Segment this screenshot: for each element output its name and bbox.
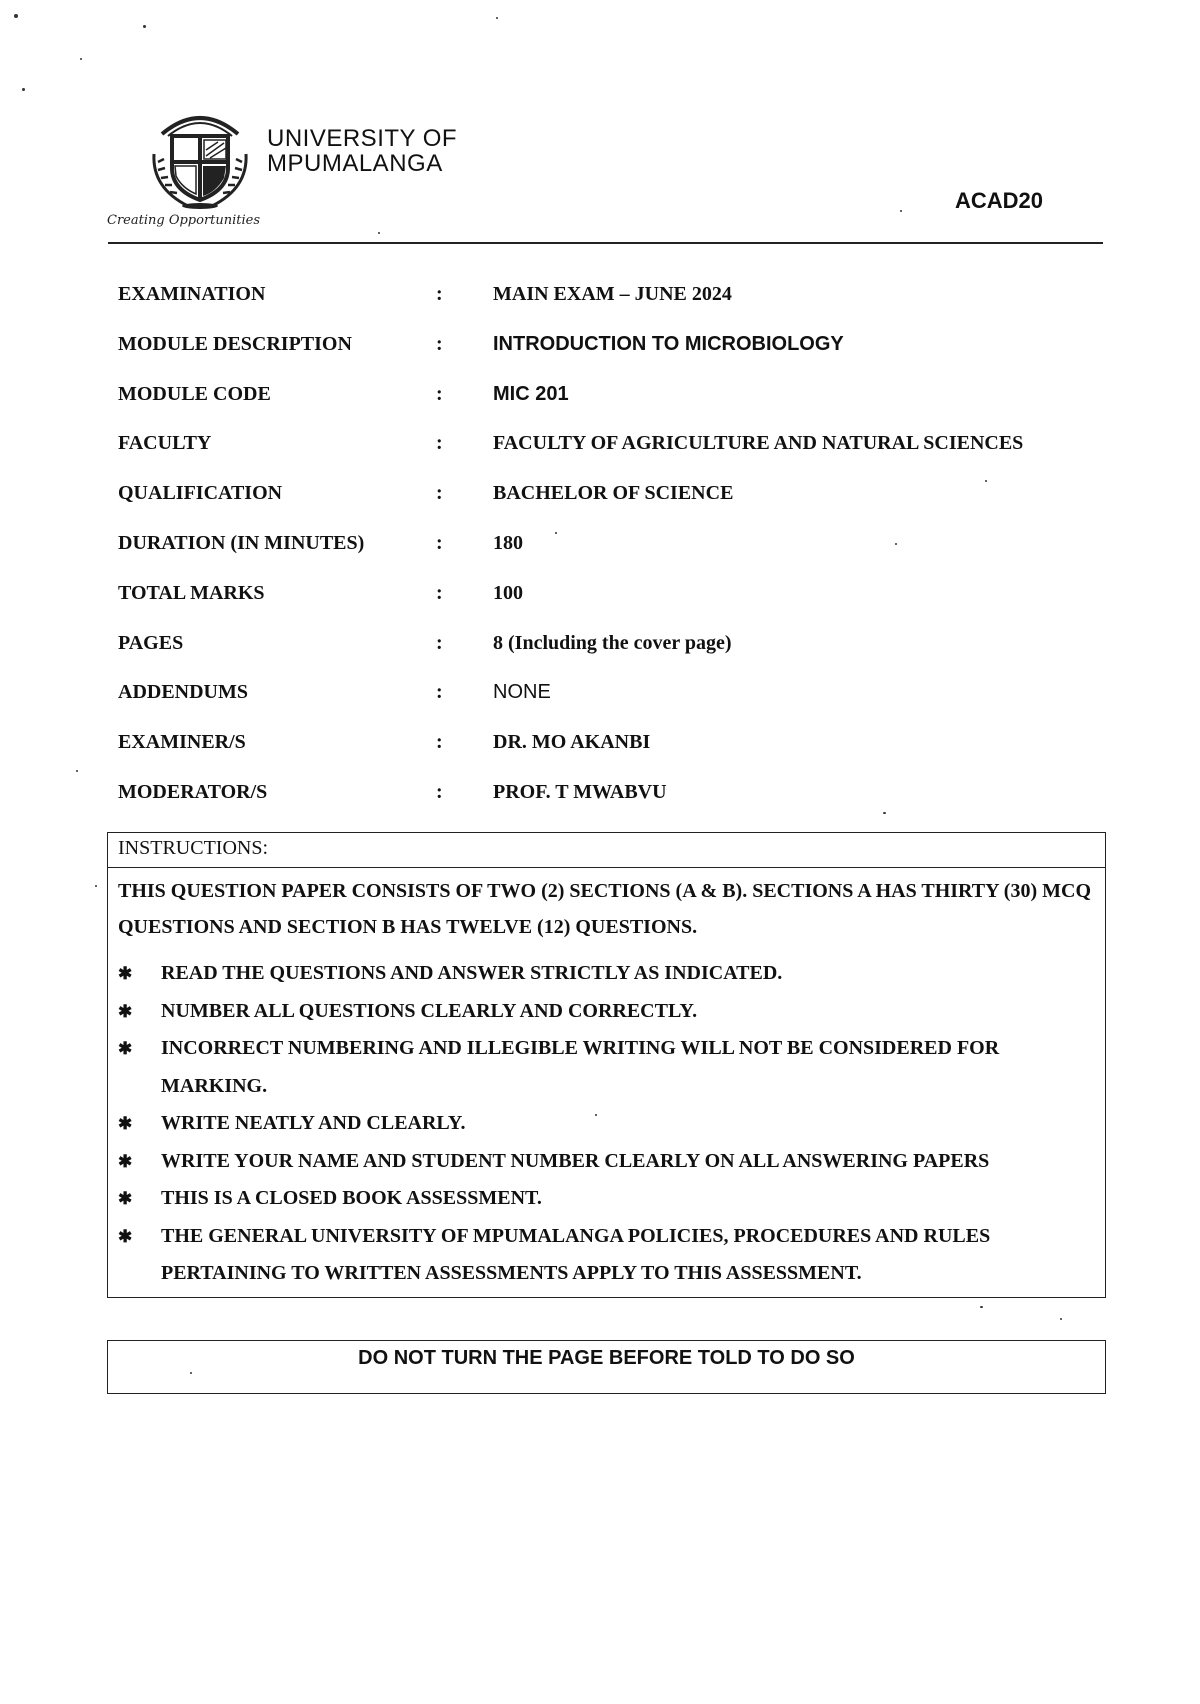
instruction-item: [118, 1030, 1098, 1105]
instruction-text: WRITE YOUR NAME AND STUDENT NUMBER CLEARLY ON ALL ANSWERING PAPERS: [161, 1149, 990, 1172]
instruction-text: INCORRECT NUMBERING AND ILLEGIBLE WRITING WILL NOT BE CONSIDERED FOR MARKING.: [161, 1037, 1000, 1097]
detail-row-moderators: [118, 781, 1108, 831]
detail-row-total-marks: [118, 582, 1108, 632]
instruction-text: THE GENERAL UNIVERSITY OF MPUMALANGA POLICIES, PROCEDURES AND RULES PERTAINING TO WRITTEN ASSESSMENTS APPLY TO THIS ASSESSMENT.: [161, 1224, 991, 1284]
instruction-text: THIS IS A CLOSED BOOK ASSESSMENT.: [161, 1187, 542, 1209]
detail-colon: :: [436, 631, 443, 654]
university-tagline: Creating Opportunities: [107, 213, 261, 228]
instruction-item: [118, 993, 1098, 1031]
detail-label: ADDENDUMS: [118, 681, 248, 704]
scan-speck: [378, 232, 380, 234]
detail-label: MODERATOR/S: [118, 780, 268, 803]
detail-label: PAGES: [118, 631, 184, 654]
detail-colon: :: [436, 581, 443, 604]
instructions-list: [118, 955, 1098, 1293]
detail-label: MODULE DESCRIPTION: [118, 332, 352, 355]
scan-speck: [980, 1306, 983, 1308]
detail-value: NONE: [493, 681, 551, 704]
do-not-turn-notice: DO NOT TURN THE PAGE BEFORE TOLD TO DO SO: [358, 1347, 855, 1369]
scan-speck: [22, 88, 25, 91]
instruction-item: [118, 1105, 1098, 1143]
instruction-item: [118, 1218, 1098, 1293]
asterisk-bullet-icon: ✱: [118, 1226, 133, 1246]
scan-speck: [895, 543, 897, 545]
detail-colon: :: [436, 731, 443, 754]
detail-label: DURATION (IN MINUTES): [118, 531, 365, 554]
university-name-line2: MPUMALANGA: [267, 150, 443, 177]
detail-row-module-code: [118, 383, 1108, 433]
detail-row-module-description: [118, 333, 1108, 383]
detail-value: PROF. T MWABVU: [493, 780, 667, 803]
scan-speck: [14, 14, 18, 18]
scan-speck: [555, 532, 557, 534]
asterisk-bullet-icon: ✱: [118, 1114, 133, 1133]
asterisk-bullet-icon: ✱: [118, 1189, 133, 1208]
instruction-text: NUMBER ALL QUESTIONS CLEARLY AND CORRECTLY.: [161, 999, 698, 1022]
detail-colon: :: [436, 482, 443, 505]
scan-speck: [985, 480, 987, 482]
instruction-item: [118, 1180, 1098, 1218]
detail-value: DR. MO AKANBI: [493, 731, 651, 754]
detail-row-addendums: [118, 681, 1108, 731]
exam-details-table: [118, 283, 1108, 831]
detail-colon: :: [436, 681, 443, 704]
document-code: ACAD20: [955, 188, 1044, 213]
detail-label: EXAMINER/S: [118, 731, 246, 754]
scan-speck: [76, 770, 78, 772]
detail-row-pages: [118, 632, 1108, 682]
notice-box: [107, 1340, 1106, 1394]
detail-row-examination: [118, 283, 1108, 333]
header-divider: [108, 242, 1103, 244]
detail-label: EXAMINATION: [118, 283, 266, 305]
asterisk-bullet-icon: ✱: [118, 964, 133, 983]
scan-speck: [143, 25, 146, 28]
scan-speck: [496, 17, 498, 19]
detail-value: BACHELOR OF SCIENCE: [493, 482, 734, 505]
instruction-text: READ THE QUESTIONS AND ANSWER STRICTLY AS INDICATED.: [161, 962, 783, 984]
detail-value: FACULTY OF AGRICULTURE AND NATURAL SCIENCES: [493, 432, 1024, 455]
detail-value: INTRODUCTION TO MICROBIOLOGY: [493, 332, 844, 355]
detail-row-qualification: [118, 482, 1108, 532]
scan-speck: [883, 812, 886, 814]
detail-value: 180: [493, 531, 523, 554]
detail-row-duration: [118, 532, 1108, 582]
detail-label: MODULE CODE: [118, 382, 271, 405]
scan-speck: [900, 210, 902, 212]
detail-label: FACULTY: [118, 432, 212, 455]
detail-colon: :: [436, 432, 443, 455]
university-crest-icon: [148, 106, 252, 210]
detail-value: MAIN EXAM – JUNE 2024: [493, 283, 732, 305]
detail-value: 8 (Including the cover page): [493, 631, 732, 654]
instruction-item: [118, 1143, 1098, 1181]
detail-row-faculty: [118, 432, 1108, 482]
detail-label: QUALIFICATION: [118, 482, 283, 505]
instructions-intro: THIS QUESTION PAPER CONSISTS OF TWO (2) SECTIONS (A & B). SECTIONS A HAS THIRTY (30) MCQ QUESTIONS AND SECTION B HAS TWELVE (12) QUESTIONS.: [118, 880, 1092, 938]
detail-colon: :: [436, 332, 443, 355]
instruction-item: [118, 955, 1098, 993]
scan-speck: [595, 1114, 597, 1116]
detail-colon: :: [436, 283, 443, 305]
asterisk-bullet-icon: ✱: [118, 1151, 133, 1171]
scan-speck: [95, 885, 97, 887]
scan-speck: [1060, 1318, 1062, 1320]
instructions-heading: INSTRUCTIONS:: [118, 837, 269, 859]
instructions-divider: [108, 867, 1105, 868]
asterisk-bullet-icon: ✱: [118, 1039, 133, 1058]
university-name: [267, 126, 457, 176]
detail-row-examiners: [118, 731, 1108, 781]
detail-colon: :: [436, 780, 443, 803]
detail-value: 100: [493, 581, 523, 604]
asterisk-bullet-icon: ✱: [118, 1001, 133, 1021]
detail-value: MIC 201: [493, 382, 569, 405]
instruction-text: WRITE NEATLY AND CLEARLY.: [161, 1112, 466, 1134]
detail-colon: :: [436, 531, 443, 554]
scan-speck: [190, 1372, 192, 1374]
scan-speck: [80, 58, 82, 60]
instructions-box: [107, 832, 1106, 1298]
detail-colon: :: [436, 382, 443, 405]
detail-label: TOTAL MARKS: [118, 581, 265, 604]
university-name-line1: UNIVERSITY OF: [267, 125, 458, 152]
